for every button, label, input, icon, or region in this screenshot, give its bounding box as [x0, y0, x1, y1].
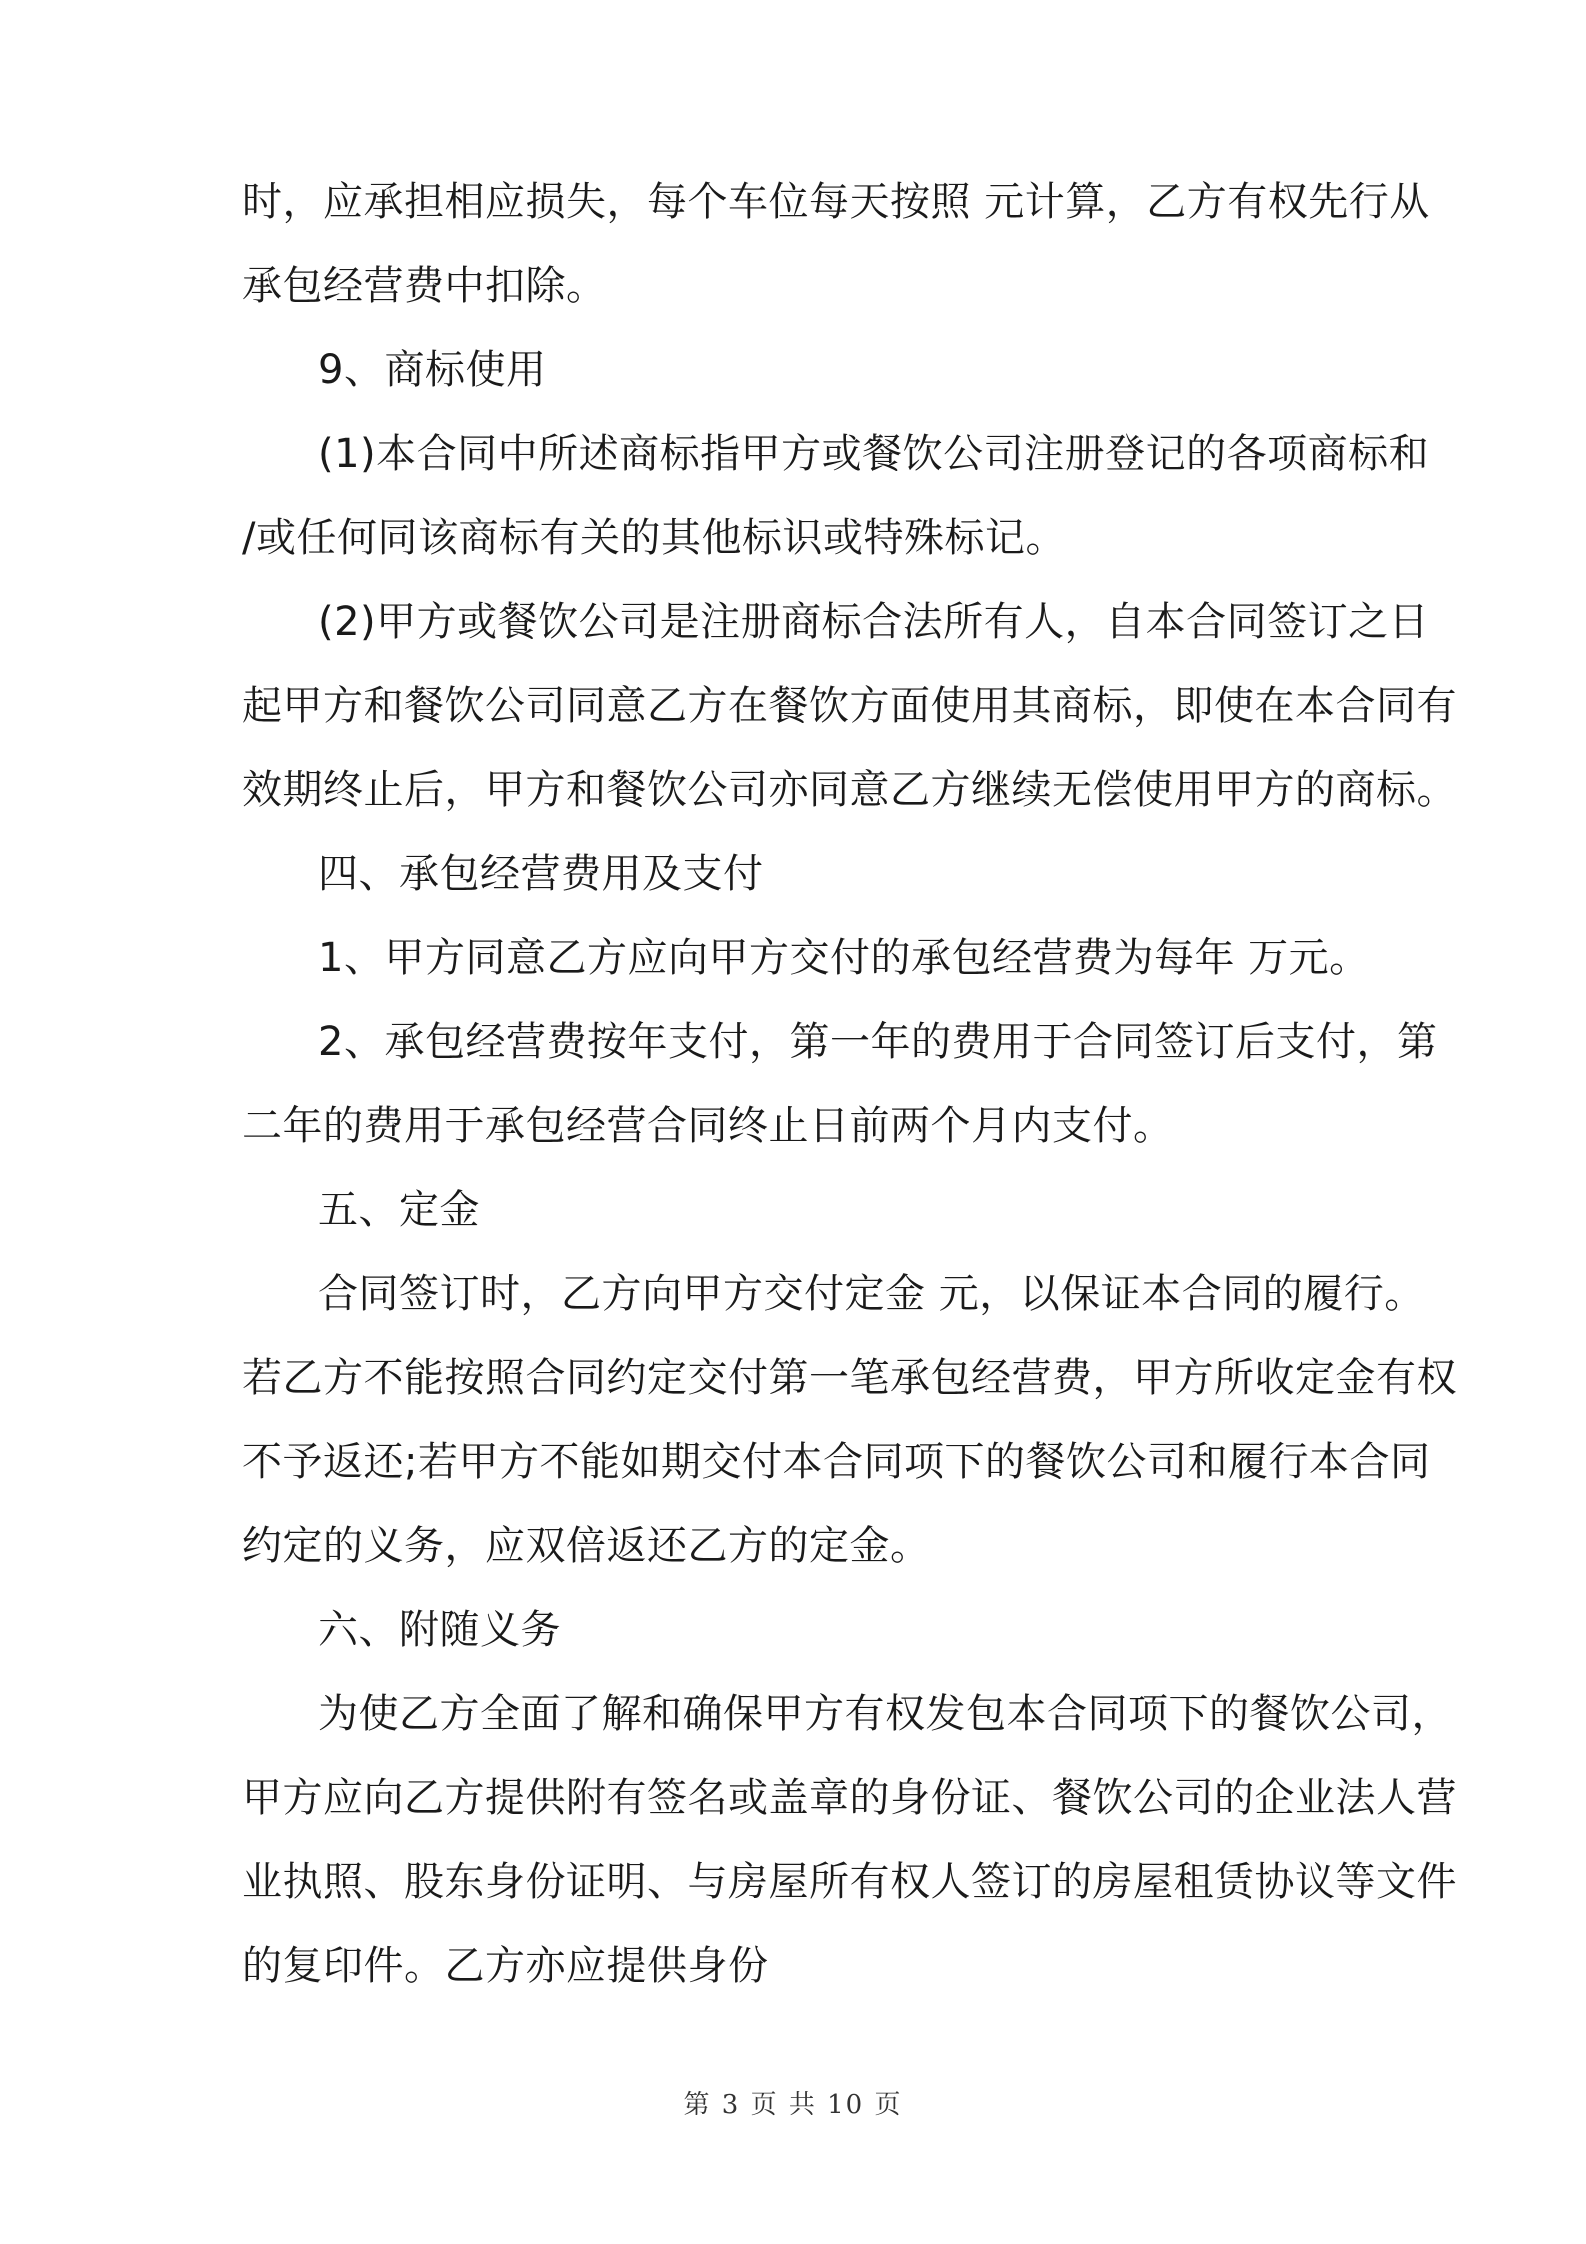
text-line-4: (1)本合同中所述商标指甲方或餐饮公司注册登记的各项商标和 — [318, 431, 1430, 477]
text-line-16: 不予返还;若甲方不能如期交付本合同项下的餐饮公司和履行本合同 — [242, 1439, 1431, 1485]
text-line-19: 为使乙方全面了解和确保甲方有权发包本合同项下的餐饮公司， — [318, 1691, 1452, 1737]
text-line-8: 效期终止后，甲方和餐饮公司亦同意乙方继续无偿使用甲方的商标。 — [242, 767, 1457, 813]
text-line-1: 时，应承担相应损失，每个车位每天按照 元计算，乙方有权先行从 — [242, 179, 1430, 225]
text-line-21: 业执照、股东身份证明、与房屋所有权人签订的房屋租赁协议等文件 — [242, 1859, 1457, 1905]
text-line-7: 起甲方和餐饮公司同意乙方在餐饮方面使用其商标，即使在本合同有 — [242, 683, 1457, 729]
text-line-12: 二年的费用于承包经营合同终止日前两个月内支付。 — [242, 1103, 1174, 1149]
text-line-6: (2)甲方或餐饮公司是注册商标合法所有人，自本合同签订之日 — [318, 599, 1430, 645]
section-heading-obligations: 六、附随义务 — [318, 1607, 561, 1653]
text-line-22: 的复印件。乙方亦应提供身份 — [242, 1943, 769, 1989]
text-line-2: 承包经营费中扣除。 — [242, 263, 607, 309]
text-line-10: 1、甲方同意乙方应向甲方交付的承包经营费为每年 万元。 — [318, 935, 1370, 981]
text-line-5: /或任何同该商标有关的其他标识或特殊标记。 — [242, 515, 1066, 561]
section-heading-trademark: 9、商标使用 — [318, 347, 547, 393]
text-line-17: 约定的义务，应双倍返还乙方的定金。 — [242, 1523, 931, 1569]
page-number-footer: 第 3 页 共 10 页 — [683, 2090, 903, 2120]
text-line-15: 若乙方不能按照合同约定交付第一笔承包经营费，甲方所收定金有权 — [242, 1355, 1457, 1401]
text-line-20: 甲方应向乙方提供附有签名或盖章的身份证、餐饮公司的企业法人营 — [242, 1775, 1457, 1821]
text-line-14: 合同签订时，乙方向甲方交付定金 元，以保证本合同的履行。 — [318, 1271, 1425, 1317]
document-body — [242, 160, 1457, 2008]
text-line-11: 2、承包经营费按年支付，第一年的费用于合同签订后支付，第 — [318, 1019, 1438, 1065]
section-heading-fees: 四、承包经营费用及支付 — [318, 851, 764, 897]
section-heading-deposit: 五、定金 — [318, 1187, 480, 1233]
